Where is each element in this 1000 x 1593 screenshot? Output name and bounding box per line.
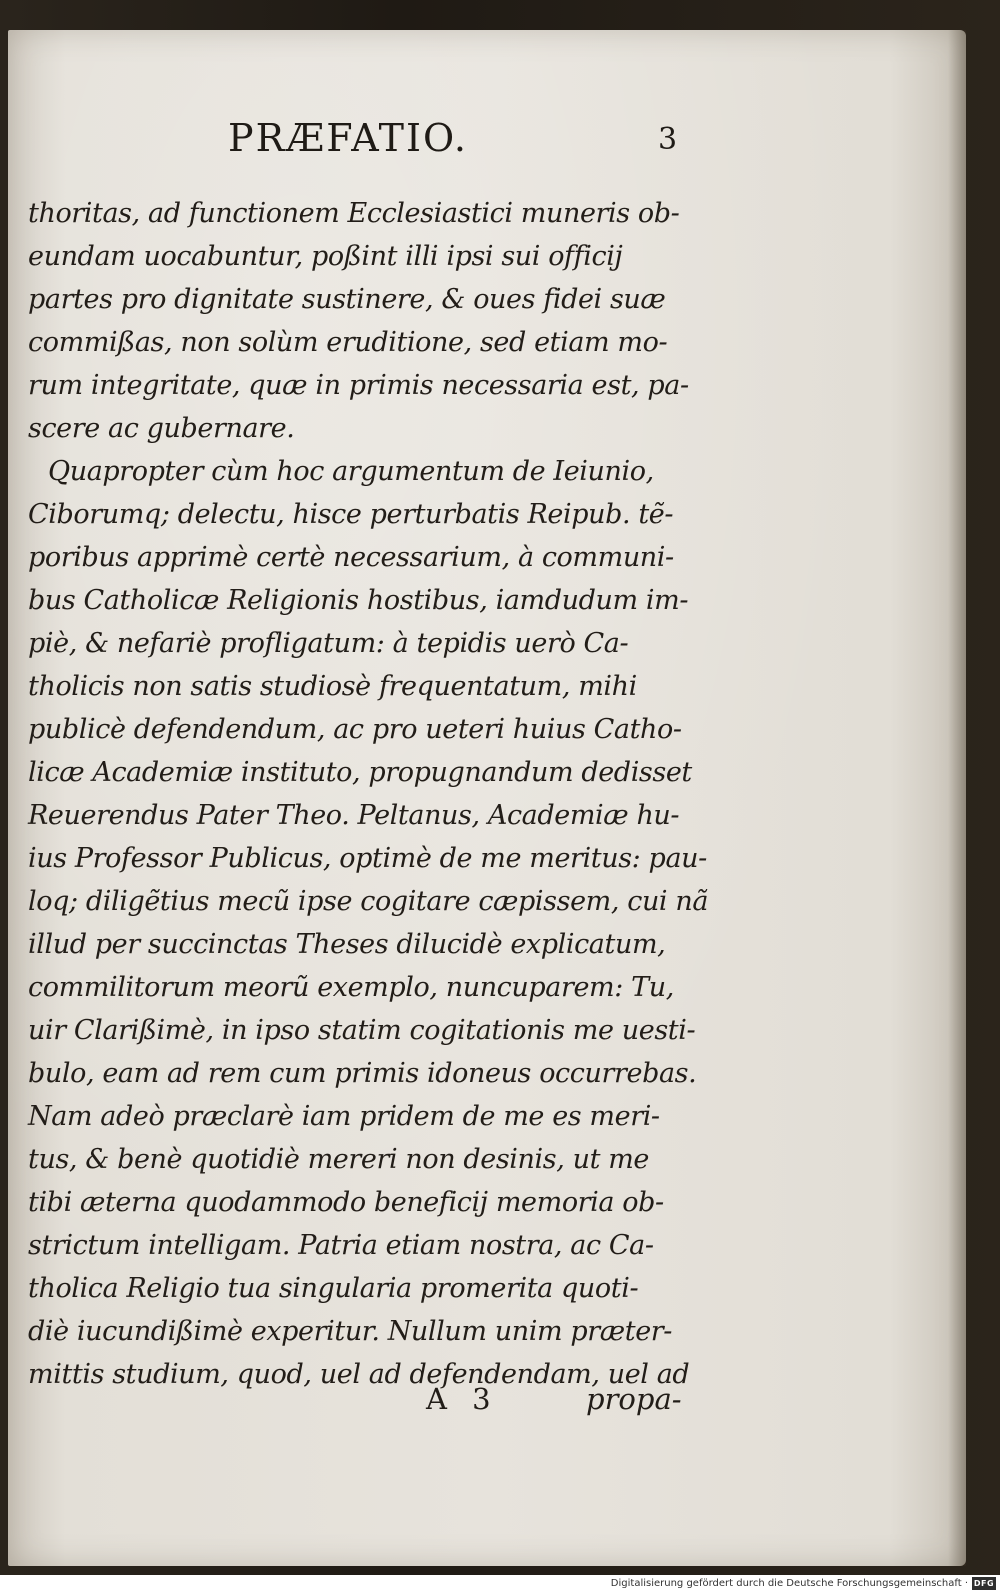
text-line: Quapropter cùm hoc argumentum de Ieiunio, xyxy=(48,456,654,487)
text-line: partes pro dignitate sustinere, & oues fidei suæ xyxy=(28,284,666,315)
book-page xyxy=(8,30,966,1566)
text-line: mittis studium, quod, uel ad defendendam, uel ad xyxy=(28,1359,690,1390)
text-line: bus Catholicæ Religionis hostibus, iamdudum im- xyxy=(28,585,689,616)
dfg-logo-icon: DFG xyxy=(973,1579,995,1588)
text-line: thoritas, ad functionem Ecclesiastici muneris ob- xyxy=(28,198,680,229)
catchword: propa- xyxy=(586,1382,682,1416)
text-line: commißas, non solùm eruditione, sed etiam mo- xyxy=(28,327,668,358)
text-line: loq; diligẽtius mecũ ipse cogitare cæpissem, cui nã xyxy=(28,886,709,917)
page-footer xyxy=(8,1382,966,1422)
credit-bar xyxy=(0,1575,1000,1593)
text-line: strictum intelligam. Patria etiam nostra, ac Ca- xyxy=(28,1230,654,1261)
text-line: uir Clarißimè, in ipso statim cogitationis me uesti- xyxy=(28,1015,696,1046)
body-text xyxy=(28,192,718,1396)
text-line: bulo, eam ad rem cum primis idoneus occurrebas. xyxy=(28,1058,697,1089)
text-line: poribus apprimè certè necessarium, à communi- xyxy=(28,542,674,573)
text-line: commilitorum meorũ exemplo, nuncuparem: Tu, xyxy=(28,972,674,1003)
signature-mark: A 3 xyxy=(426,1382,499,1416)
running-head: PRÆFATIO. xyxy=(228,116,469,160)
text-line: rum integritate, quæ in primis necessaria est, pa- xyxy=(28,370,689,401)
text-line: piè, & nefariè profligatum: à tepidis uerò Ca- xyxy=(28,628,629,659)
page-number: 3 xyxy=(658,122,678,157)
text-line: tibi æterna quodammodo beneficij memoria ob- xyxy=(28,1187,664,1218)
text-line: tus, & benè quotidiè mereri non desinis, ut me xyxy=(28,1144,649,1175)
text-line: tholica Religio tua singularia promerita quoti- xyxy=(28,1273,639,1304)
text-line: ius Professor Publicus, optimè de me meritus: pau- xyxy=(28,843,707,874)
text-line: tholicis non satis studiosè frequentatum, mihi xyxy=(28,671,637,702)
text-line: Nam adeò præclarè iam pridem de me es meri- xyxy=(28,1101,660,1132)
text-line: Reuerendus Pater Theo. Peltanus, Academiæ hu- xyxy=(28,800,680,831)
text-line: licæ Academiæ instituto, propugnandum dedisset xyxy=(28,757,692,788)
text-line: illud per succinctas Theses dilucidè explicatum, xyxy=(28,929,666,960)
text-line: eundam uocabuntur, poßint illi ipsi sui officij xyxy=(28,241,623,272)
text-line: diè iucundißimè experitur. Nullum unim præter- xyxy=(28,1316,672,1347)
text-line: scere ac gubernare. xyxy=(28,413,295,444)
text-line: Ciborumq; delectu, hisce perturbatis Reipub. tẽ- xyxy=(28,499,674,530)
page-edge-shadow xyxy=(948,30,966,1566)
funding-credit: Digitalisierung gefördert durch die Deutsche Forschungsgemeinschaft · xyxy=(610,1578,968,1589)
text-line: publicè defendendum, ac pro ueteri huius Catho- xyxy=(28,714,682,745)
